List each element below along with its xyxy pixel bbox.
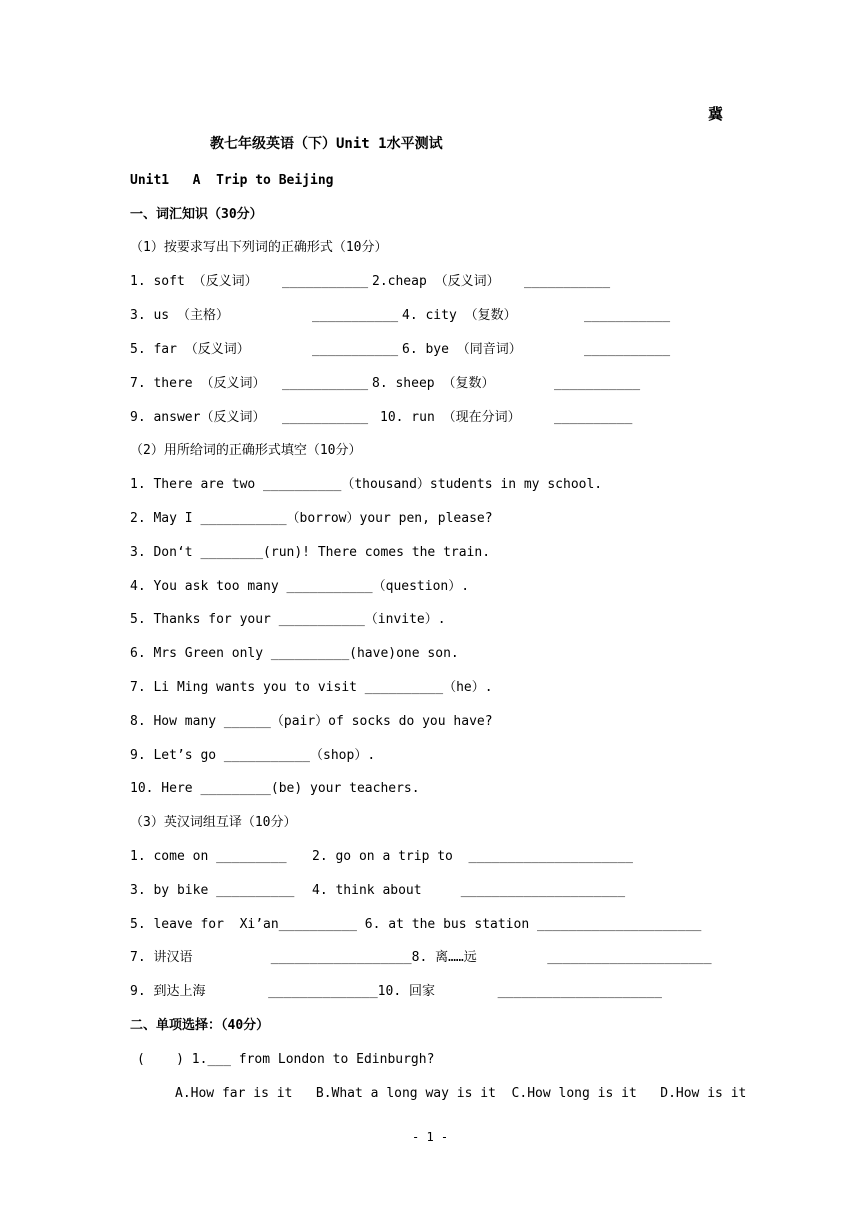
vocab-item: 9. answer（反义词） (130, 410, 266, 425)
vocab-item: 2.cheap （反义词） (372, 274, 500, 289)
choice-options: A.How far is it B.What a long way is it C.How long is it D.How is it (175, 1086, 747, 1101)
answer-blank: __________ (554, 410, 633, 425)
section1-heading: 一、词汇知识（30分） (130, 207, 263, 222)
translate-item: 1. come on _________ (130, 849, 287, 864)
fill-item: 9. Let’s go ___________（shop）. (130, 748, 376, 763)
fill-item: 5. Thanks for your ___________（invite）. (130, 612, 446, 627)
translate-item: 4. think about _____________________ (312, 883, 626, 898)
part2-heading: （2）用所给词的正确形式填空（10分） (130, 443, 362, 458)
vocab-item: 10. run （现在分词） (380, 410, 521, 425)
translate-item: 7. 讲汉语 __________________8. 离……远 _____________________ (130, 950, 712, 965)
fill-item: 7. Li Ming wants you to visit __________（he）. (130, 680, 493, 695)
section2-heading: 二、单项选择：（40分） (130, 1018, 270, 1033)
answer-blank: ___________ (312, 342, 399, 357)
fill-item: 1. There are two __________（thousand）students in my school. (130, 477, 603, 492)
answer-blank: ___________ (282, 376, 369, 391)
answer-blank: ___________ (282, 274, 369, 289)
vocab-item: 3. us （主格） (130, 308, 229, 323)
vocab-item: 1. soft （反义词） (130, 274, 258, 289)
answer-blank: ___________ (584, 308, 671, 323)
corner-mark: 冀 (708, 105, 724, 123)
vocab-item: 6. bye （同音词） (402, 342, 522, 357)
vocab-item: 7. there （反义词） (130, 376, 266, 391)
answer-blank: ___________ (282, 410, 369, 425)
answer-blank: ___________ (584, 342, 671, 357)
answer-blank: ___________ (554, 376, 641, 391)
fill-item: 2. May I ___________（borrow）your pen, please? (130, 511, 493, 526)
page-number: - 1 - (412, 1130, 449, 1144)
translate-item: 3. by bike __________ (130, 883, 295, 898)
fill-item: 8. How many ______（pair）of socks do you have? (130, 714, 493, 729)
part3-heading: （3）英汉词组互译（10分） (130, 815, 297, 830)
fill-item: 4. You ask too many ___________（question）. (130, 579, 470, 594)
answer-blank: ___________ (524, 274, 611, 289)
translate-item: 2. go on a trip to _____________________ (312, 849, 633, 864)
translate-item: 9. 到达上海 ______________10. 回家 _____________________ (130, 984, 662, 999)
part1-heading: （1）按要求写出下列词的正确形式（10分） (130, 240, 388, 255)
choice-question: ( ) 1.___ from London to Edinburgh? (137, 1052, 435, 1067)
vocab-item: 5. far （反义词） (130, 342, 250, 357)
translate-item: 5. leave for Xi’an__________ 6. at the bus station _____________________ (130, 917, 702, 932)
unit-title: Unit1 A Trip to Beijing (130, 173, 334, 188)
fill-item: 3. Don‘t ________(run)! There comes the train. (130, 545, 491, 560)
fill-item: 10. Here _________(be) your teachers. (130, 781, 420, 796)
answer-blank: ___________ (312, 308, 399, 323)
vocab-item: 8. sheep （复数） (372, 376, 495, 391)
vocab-item: 4. city （复数） (402, 308, 517, 323)
fill-item: 6. Mrs Green only __________(have)one son. (130, 646, 459, 661)
page-title: 教七年级英语（下）Unit 1水平测试 (210, 136, 443, 152)
